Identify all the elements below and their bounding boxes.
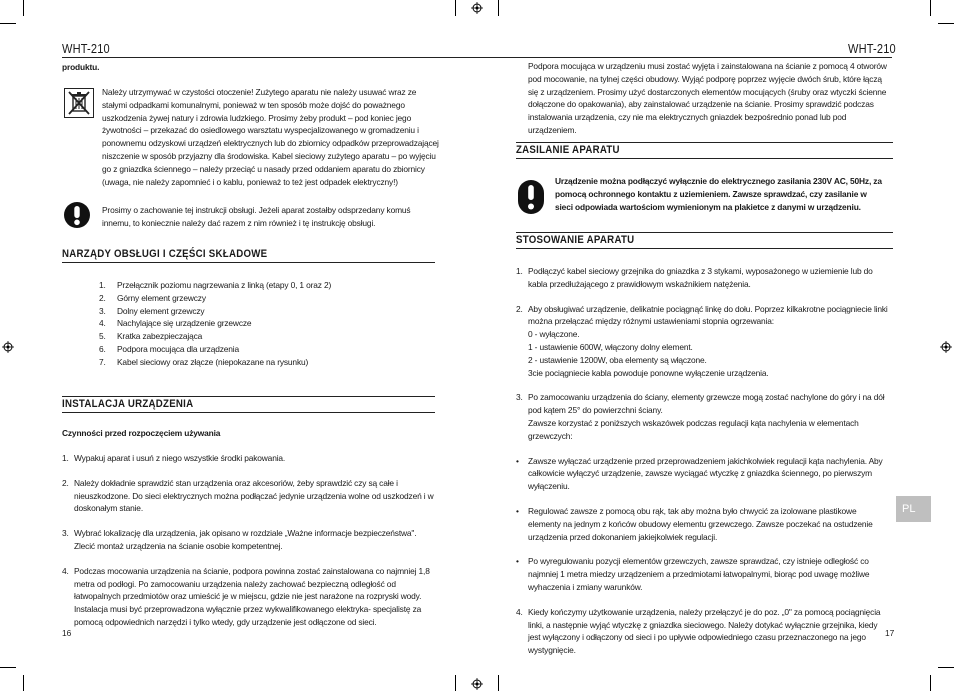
list-item: • Regulować zawsze z pomocą obu rąk, tak aby można było chwycić za izolowane plastikowe elementy na jednym z końców obudowy elementu grzewczego. Zawsze poczekać na ostudzenie urządzenia przed dokonaniem jakiejkolwiek regulacji.: [516, 505, 873, 542]
crop-mark: [498, 675, 499, 691]
list-item: 3. Dolny element grzewczy: [99, 305, 205, 316]
crop-mark: [23, 675, 24, 691]
crop-mark: [498, 0, 499, 16]
list-item: 2. Górny element grzewczy: [99, 292, 206, 303]
section-top-rule: [516, 142, 893, 143]
crop-mark: [938, 667, 954, 668]
power-notice: Urządzenie można podłączyć wyłącznie do elektrycznego zasilania 230V AC, 50Hz, za pomocą ochronnego kontaktu z uziemieniem. Zawsze sprawdzać, czy zasilanie w sieci odpowiada wartościom wymienionym na plakietce z danymi w urządzeniu.: [555, 176, 882, 212]
list-item: 2. Aby obsługiwać urządzenie, delikatnie pociągnąć linkę do dołu. Poprzez kilkakrotne pociągniecie linki można przełączać między różnymi ustawieniami stopnia ogrzewania: 0 - wyłączone. 1 - ustawienie 600W, włączony dolny element. 2 - ustawienie 1200W, oba elementy są włączone. 3cie pociągniecie kabla powoduje ponowne wyłączenie urządzenia.: [516, 303, 888, 378]
power-section-title: ZASILANIE APARATU: [516, 144, 620, 156]
page-number: 16: [62, 628, 72, 638]
model-name: WHT-210: [848, 41, 896, 56]
list-item: 1. Przełącznik poziomu nagrzewania z linką (etapy 0, 1 oraz 2): [99, 280, 332, 290]
list-item: 4. Nachylające się urządzenie grzewcze: [99, 318, 252, 329]
usage-list: [516, 265, 891, 657]
registration-mark-icon: [471, 1, 483, 13]
list-item: 6. Podpora mocująca dla urządzenia: [99, 343, 239, 354]
list-item: • Po wyregulowaniu pozycji elementów grzewczych, zawsze sprawdzać, czy istnieje odległość co najmniej 1 metra miedzy urządzeniem a przedmiotami łatwopalnymi, biorąc pod uwagę możliwe wyhaczenia i zmiany warunków.: [516, 556, 870, 592]
install-subtitle: Czynności przed rozpoczęciem używania: [62, 428, 221, 438]
section-top-rule: [516, 232, 893, 233]
list-item: 4. Podczas mocowania urządzenia na ścianie, podpora powinna zostać zainstalowana co najmniej 1,8 metra od podłogi. Po zamocowaniu urządzenia należy zachować bezpieczną odległość od łatwopalnych przedmiotów oraz umieścić je w miejscu, gdzie nie jest narażone na rozpryski wody. Instalacja musi być przeprowadzona wyłącznie przez wykwalifikowanego elektryka- specjalistę za pomocą odpowiednich narzędzi i tylko wtedy, gdy urządzenie jest odłączone od sieci.: [62, 565, 430, 627]
parts-list: [99, 279, 419, 369]
crop-mark: [23, 0, 24, 16]
install-steps: [62, 452, 434, 629]
support-text: Podpora mocująca w urządzeniu musi zostać wyjęta i zainstalowana na ścianie z pomocą 4 otworów pod mocowanie, na tylnej części obudowy. Wyjąć podporę poprzez wyjęcie dwóch śrub, które łączą się z urządzeniem. Prosimy użyć dostarczonych elementów mocujących (śruby oraz wtyczki ścienne dołączone do opakowania), aby zainstalować urządzenie na ścianie. Prosimy sprawdzić podczas instalowania urządzenia, czy nie ma elektrycznych gniazdek bezpośrednio ponad lub pod urządzeniem.: [528, 61, 887, 135]
section-top-rule: [62, 396, 435, 397]
crop-mark: [455, 675, 456, 691]
crop-mark: [930, 0, 931, 16]
list-item: 3. Po zamocowaniu urządzenia do ściany, elementy grzewcze mogą zostać nachylone do góry i na dół pod kątem 25° do powierzchni ściany. Zawsze korzystać z poniższych wskazówek podczas regulacji kąta nachylenia w elementach grzewczych:: [516, 392, 885, 441]
registration-mark-icon: [940, 340, 952, 352]
list-item: 3. Wybrać lokalizację dla urządzenia, jak opisano w rozdziale „Ważne informacje bezpieczeństwa". Zlecić montaż urządzenia na ścianie osobie kompetentnej.: [62, 528, 417, 551]
header-rule: [62, 57, 477, 58]
list-item: 7. Kabel sieciowy oraz złącze (niepokazane na rysunku): [99, 356, 309, 367]
registration-mark-icon: [2, 340, 14, 352]
crop-mark: [0, 23, 16, 24]
model-name: WHT-210: [62, 41, 110, 56]
intro-bold: produktu.: [62, 62, 100, 72]
right-page: [477, 0, 954, 691]
exclamation-warning-icon: [64, 202, 90, 228]
install-section-title: INSTALACJA URZĄDZENIA: [62, 398, 194, 410]
environment-notice: Należy utrzymywać w czystości otoczenie! Zużytego aparatu nie należy usuwać wraz ze stałymi odpadkami komunalnymi, ponieważ w ten sposób może dojść do poważnego uszkodzenia żywej natury i zdrowia ludzkiego. Prosimy żeby produkt – pod koniec jego żywotności – przekazać do osiedlowego warsztatu wyspecjalizowanego w gromadzeniu i ponownemu odzyskowi urządzeń elektrycznych lub do zbiornicy odpadków przeprowadzającej niszczenie w sposób przyjazny dla środowiska. Kabel sieciowy zużytego aparatu – po wyjęciu go z gniazdka ściennego – należy przeciąć u nasady przed oddaniem aparatu do zbiornicy (uwaga, nie należy zapomnieć i o kablu, ponieważ to też jest odpadek elektryczny!): [102, 87, 439, 187]
crop-mark: [938, 23, 954, 24]
list-item: • Zawsze wyłączać urządzenie przed przeprowadzeniem jakichkolwiek regulacji kąta nachylenia. Aby całkowicie wyłączyć urządzenie, zawsze wyciągać wtyczkę z gniazdka ściennego, po pierwszym wyłączeniu.: [516, 455, 883, 492]
crop-mark: [0, 667, 16, 668]
parts-section-title: NARZĄDY OBSŁUGI I CZĘŚCI SKŁADOWE: [62, 248, 268, 260]
list-item: 5. Kratka zabezpieczająca: [99, 331, 203, 342]
left-page: [0, 0, 477, 691]
usage-section-title: STOSOWANIE APARATU: [516, 234, 635, 246]
list-item: 1. Podłączyć kabel sieciowy grzejnika do gniazdka z 3 stykami, wyposażonego w uziemienie lub do kabla przedłużającego z prawidłowym wskaźnikiem natężenia.: [516, 266, 873, 289]
crossed-out-bin-icon: [64, 88, 94, 118]
registration-mark-icon: [471, 677, 483, 689]
section-rule: [62, 262, 435, 263]
section-rule: [516, 248, 893, 249]
exclamation-warning-icon: [518, 180, 544, 214]
keep-instructions-notice: Prosimy o zachowanie tej instrukcji obsługi. Jeżeli aparat zostałby odsprzedany komuś innemu, to koniecznie należy dać razem z nim również i tę instrukcję obsługi.: [102, 205, 411, 228]
list-item: 1. Wypakuj aparat i usuń z niego wszystkie środki pakowania.: [62, 453, 286, 463]
section-rule: [62, 412, 435, 413]
crop-mark: [930, 675, 931, 691]
page-number: 17: [885, 628, 895, 638]
language-tab: PL: [896, 496, 931, 522]
header-rule: [477, 57, 892, 58]
section-rule: [516, 158, 893, 159]
list-item: 2. Należy dokładnie sprawdzić stan urządzenia oraz akcesoriów, żeby sprawdzić czy są całe i nieuszkodzone. Do sieci elektrycznych można podłączać jedynie urządzenia wolne od uszkodzeń i w doskonałym stanie.: [62, 477, 434, 514]
list-item: 4. Kiedy kończymy użytkowanie urządzenia, należy przełączyć je do poz. „0" za pomocą pociągnięcia linki, a następnie wyjąć wtyczkę z gniazdka sieciowego. Należy dotykać wyłącznie grzejnika, kiedy jest wyłączony i odłączony od sieci i po upływie odpowiedniego czasu przeznaczonego na jego wystygnięcie.: [516, 606, 881, 656]
crop-mark: [455, 0, 456, 16]
